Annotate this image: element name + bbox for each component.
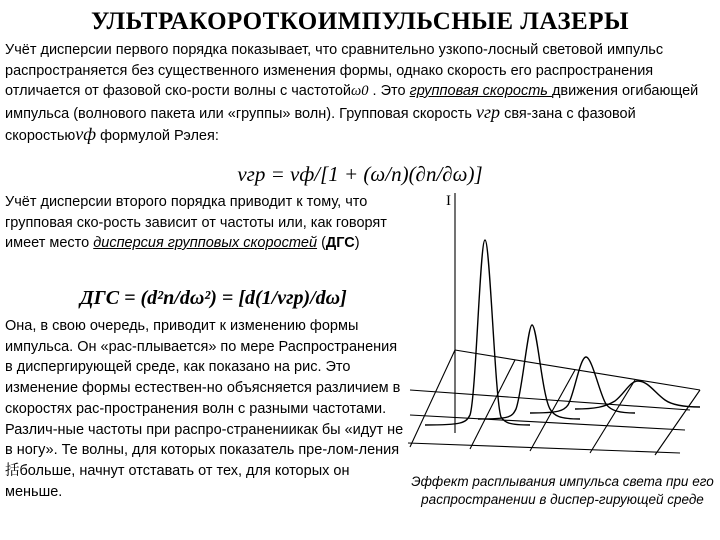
figure-caption: Эффект расплывания импульса света при его распространении в диспер-гирующей среде: [411, 474, 714, 507]
grid-line: [410, 415, 685, 430]
text: ): [354, 235, 360, 251]
group-velocity-link[interactable]: групповая скорость: [409, 83, 552, 99]
gvd-abbreviation: ДГС: [325, 235, 355, 251]
gvd-formula: ДГС = (d²n/dω²) = [d(1/vгр)/dω]: [80, 287, 347, 309]
grid-line: [410, 350, 455, 447]
text: свя-зана с фазовой скоростью: [5, 105, 636, 144]
grid-line: [455, 350, 700, 390]
axis-label-I: I: [446, 193, 451, 209]
grid-line: [590, 380, 635, 453]
gvd-link[interactable]: дисперсия групповых скоростей: [93, 235, 318, 251]
pulse-spreading-figure: [400, 185, 715, 470]
grid-line: [410, 390, 690, 410]
rayleigh-formula: vгр = vф/[1 + (ω/n)(∂n/∂ω)]: [237, 162, 483, 186]
grid-line: [530, 370, 575, 451]
paragraph-first-order-dispersion: [5, 40, 715, 147]
v-gr-symbol: vгр: [476, 101, 501, 122]
text: Учёт дисперсии первого порядка показывает, что сравнительно узкопо-лосный световой импульс распространяется без существенного изменения формы, однако скорость его распространения отличается от фазовой ско-рости волны с частотой: [5, 42, 664, 99]
grid-line: [655, 390, 700, 455]
grid-line: [408, 443, 680, 453]
grid-line: [470, 360, 515, 449]
text: Учёт дисперсии второго порядка приводит к тому, что групповая ско-рость зависит от частоты или, как говорят имеет место: [5, 194, 387, 251]
omega0-symbol: ω0: [350, 83, 369, 99]
paragraph-pulse-spreading: Она, в свою очередь, приводит к изменению формы импульса. Он «рас-плывается» по мере Распространения в диспергирующей среде, как показано на рис. Это изменение формы естествен-но объясняется различием в скоростях рас-пространения волн с разными частотами. Различ-ные частоты при распро-странениикак бы «идут не в ногу». Те волны, для которых показатель пре-лом-ления括больше, начнут отставать от тех, для которых он меньше.: [5, 318, 404, 500]
v-phi-symbol: vф: [75, 124, 97, 144]
text: . Это: [368, 83, 410, 99]
pulse-curve: [575, 381, 700, 409]
paragraph-second-order-dispersion: [5, 192, 405, 254]
text: (: [317, 235, 326, 251]
slide-title: УЛЬТРАКОРОТКОИМПУЛЬСНЫЕ ЛАЗЕРЫ: [90, 8, 630, 35]
text: формулой Рэлея:: [96, 128, 219, 144]
text: движения огибающей импульса (волнового пакета или «группы» волн). Групповая скорость: [5, 83, 699, 122]
